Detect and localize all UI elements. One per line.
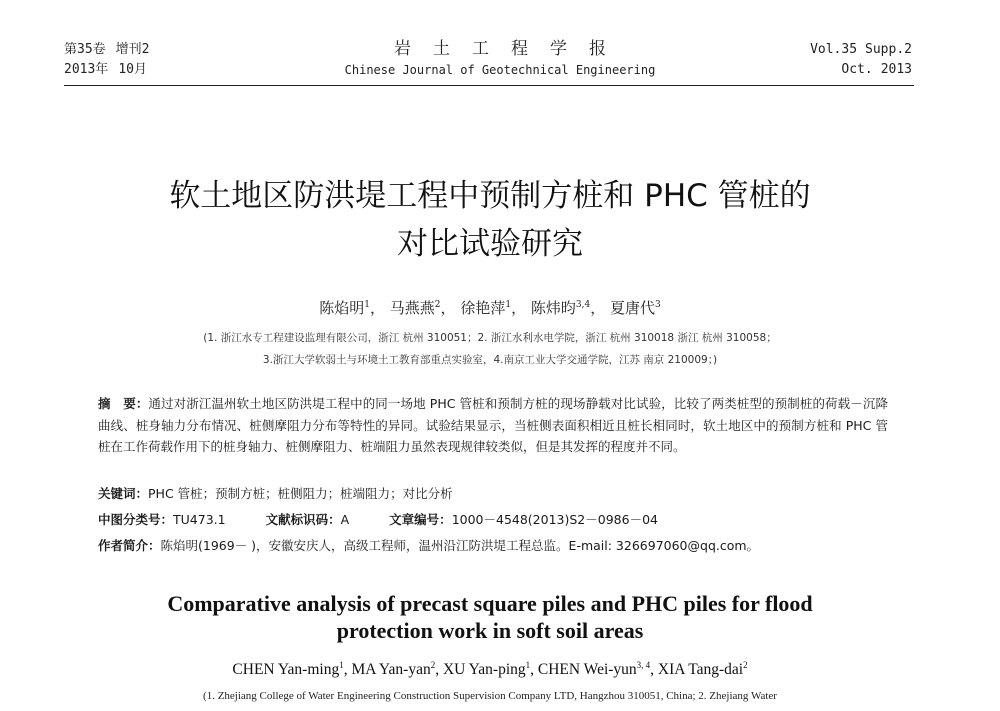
paper-title-en: [110, 590, 870, 644]
paper-title-cn: [100, 172, 880, 268]
clc-value: TU473.1: [173, 512, 226, 527]
author-en: XU Yan-ping$^1$,: [442, 659, 538, 678]
author-cn: 夏唐代$^3$: [610, 299, 661, 317]
header-issue-en: [802, 40, 912, 80]
keywords-label: 关键词：: [98, 486, 149, 501]
affiliation-cn-line-2: 3.浙江大学软弱土与环境土工教育部重点实验室，4.南京工业大学交通学院，江苏 南京 210009；): [262, 354, 718, 366]
author-list-en: [130, 660, 850, 680]
abstract-cn: [98, 393, 888, 458]
year-cn: 2013年: [64, 62, 109, 77]
volume-cn: 第35卷: [64, 42, 106, 57]
supplement-cn: 增刊2: [115, 42, 150, 57]
author-cn: 徐艳萍$^1$，: [460, 299, 527, 317]
journal-name-en: Chinese Journal of Geotechnical Engineering: [344, 63, 656, 77]
title-en-line-2: protection work in soft soil areas: [336, 618, 644, 643]
article-number-value: 1000－4548(2013)S2－0986－04: [451, 512, 658, 527]
author-bio-label: 作者简介：: [98, 538, 161, 553]
month-cn: 10月: [118, 62, 147, 77]
abstract-label: 摘 要：: [98, 396, 149, 411]
author-cn: 陈炜昀$^{3,4}$，: [530, 299, 606, 317]
author-bio: [98, 536, 759, 556]
doc-code-label: 文献标识码：: [265, 512, 341, 527]
clc-label: 中图分类号：: [98, 512, 174, 527]
author-en: MA Yan-yan$^2$,: [351, 659, 443, 678]
affiliation-cn-line-1: (1. 浙江水专工程建设监理有限公司，浙江 杭州 310051；2. 浙江水利水电学院，浙江 杭州 310018 浙江 杭州 310058；: [203, 332, 777, 344]
keywords-text: PHC 管桩；预制方桩；桩侧阻力；桩端阻力；对比分析: [148, 486, 453, 501]
keywords-cn: [98, 484, 453, 504]
classification-line: [98, 510, 658, 530]
title-en-line-1: Comparative analysis of precast square piles and PHC piles for flood: [167, 591, 813, 616]
author-en: XIA Tang-dai$^2$: [657, 659, 748, 678]
doc-code-value: A: [340, 512, 350, 527]
author-en: CHEN Wei-yun$^{3, 4}$,: [537, 659, 658, 678]
header-rule: [64, 85, 914, 86]
affiliation-en: (1. Zhejiang College of Water Engineering Construction Supervision Company LTD, Hangzhou 310051, China; 2. Zhejiang Water: [203, 690, 777, 702]
supplement-en: Supp.2: [865, 42, 912, 57]
title-cn-line-1: 软土地区防洪堤工程中预制方桩和 PHC 管桩的: [169, 178, 811, 214]
volume-en: Vol.35: [810, 42, 858, 57]
header-journal: [300, 38, 700, 80]
journal-name-cn: 岩土工程学报: [394, 39, 628, 59]
month-en: Oct.: [841, 62, 873, 77]
author-cn: 马燕燕$^2$，: [389, 299, 456, 317]
title-cn-line-2: 对比试验研究: [397, 226, 583, 262]
year-en: 2013: [880, 62, 912, 77]
author-cn: 陈焰明$^1$，: [319, 299, 385, 317]
author-list-cn: [200, 298, 780, 318]
abstract-text: 通过对浙江温州软土地区防洪堤工程中的同一场地 PHC 管桩和预制方桩的现场静载对比试验，比较了两类桩型的预制桩的荷载－沉降曲线、桩身轴力分布情况、桩侧摩阻力分布等特性的异同。试验结果显示，当桩侧表面积相近且桩长相同时，软土地区中的预制方桩和 PHC 管桩在工作荷载作用下的桩身轴力、桩侧摩阻力、桩端阻力虽然表现规律较类似，但是其发挥的程度并不同。: [98, 396, 888, 454]
author-bio-text: 陈焰明(1969－ )，安徽安庆人，高级工程师，温州沿江防洪堤工程总监。E-mail: 326697060@qq.com。: [160, 538, 760, 553]
article-number-label: 文章编号：: [389, 512, 452, 527]
header-issue-cn: [64, 40, 159, 80]
author-en: CHEN Yan-ming$^1$,: [232, 659, 352, 678]
